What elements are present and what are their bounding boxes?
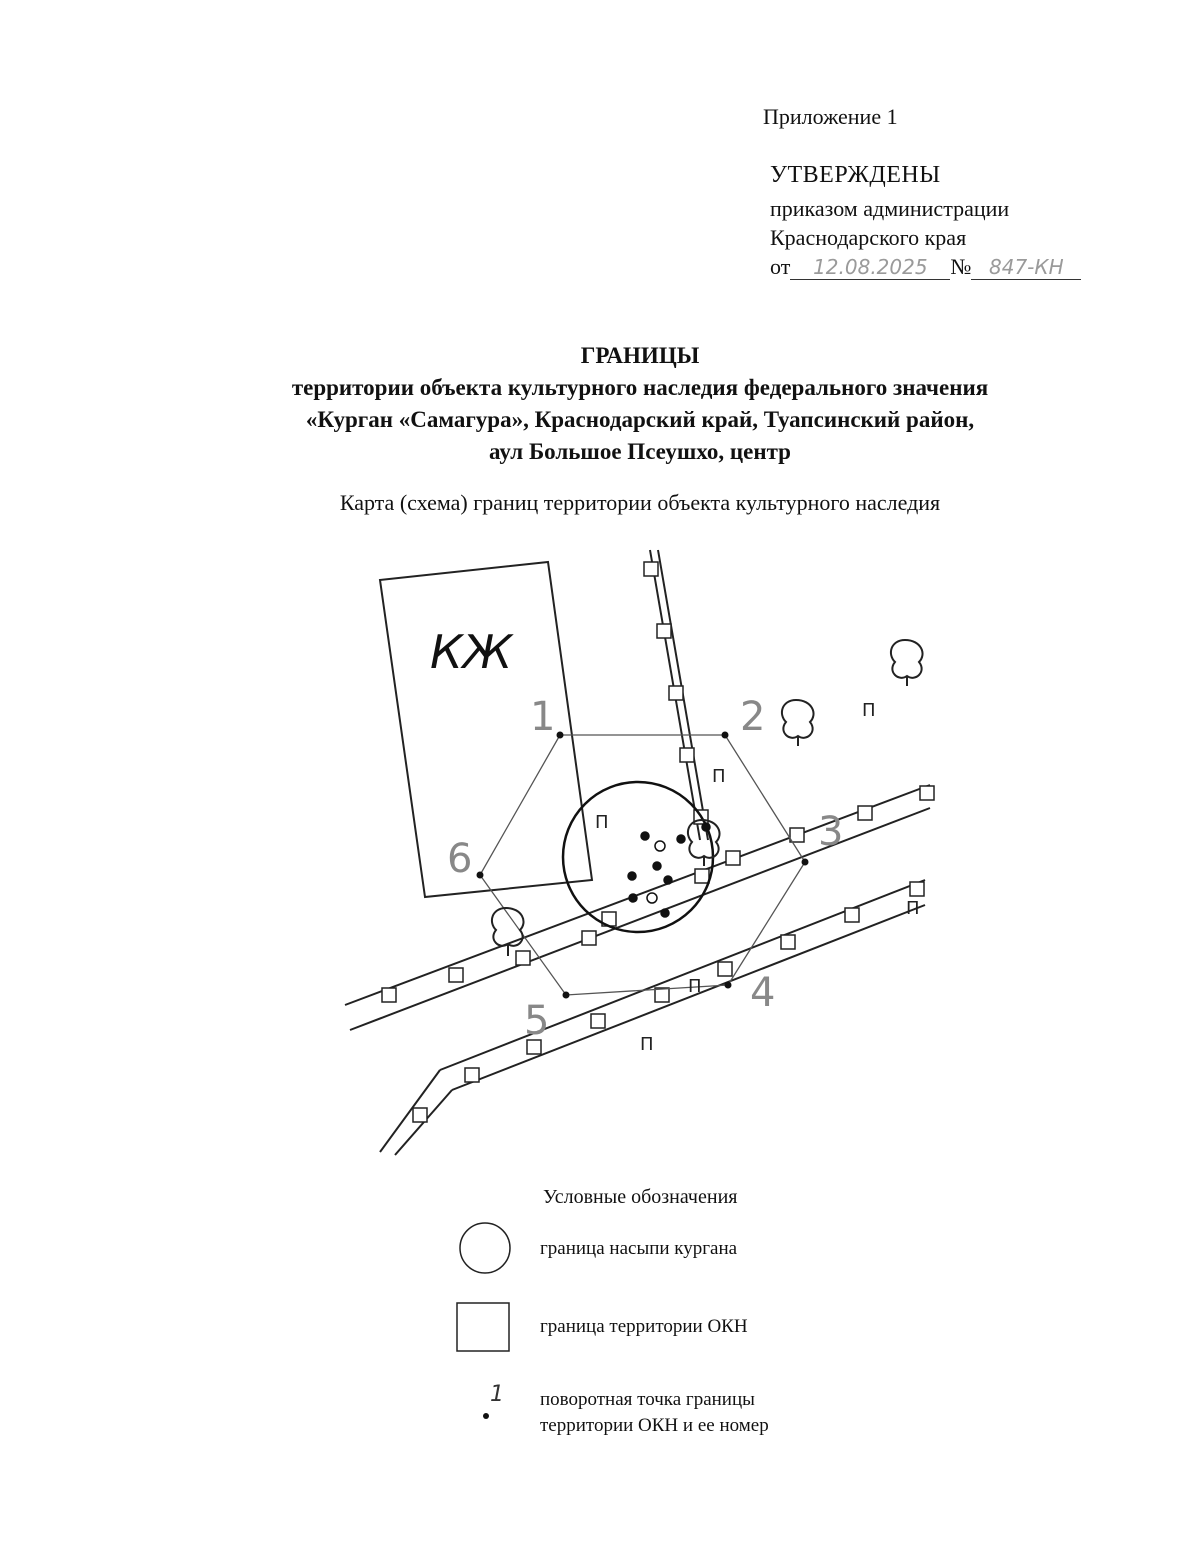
tree-icon xyxy=(891,640,923,686)
number-prefix: № xyxy=(950,254,972,279)
legend-title: Условные обозначения xyxy=(543,1186,738,1208)
land-label: П xyxy=(688,976,702,997)
legend-item-point xyxy=(540,1387,769,1439)
land-label: П xyxy=(712,766,726,787)
boundary-point-number: 1 xyxy=(530,694,556,740)
building-kzh xyxy=(380,562,592,897)
mound-boundary-circle xyxy=(563,782,713,932)
legend-circle-symbol xyxy=(455,1220,515,1280)
land-label: П xyxy=(862,700,876,721)
boundary-point-number: 5 xyxy=(524,998,550,1044)
approved-by-line1: приказом администрации xyxy=(770,196,1010,221)
map-subtitle: Карта (схема) границ территории объекта культурного наследия xyxy=(339,490,941,515)
land-label: П xyxy=(906,898,920,919)
legend-point-symbol xyxy=(480,1410,492,1422)
date-prefix: от xyxy=(770,254,791,279)
tree-icon xyxy=(782,700,814,746)
legend-square-symbol xyxy=(455,1300,515,1356)
title-line-1: ГРАНИЦЫ xyxy=(580,343,700,368)
title-line-3: «Курган «Самагура», Краснодарский край, Туапсинский район, xyxy=(305,407,975,432)
road-lower xyxy=(380,880,925,1155)
title-line-2: территории объекта культурного наследия федерального значения xyxy=(291,375,989,400)
boundary-point-number: 4 xyxy=(750,970,776,1016)
boundary-point-number: 6 xyxy=(447,836,473,882)
building-label: КЖ xyxy=(430,625,513,679)
legend-point-number: 1 xyxy=(490,1382,504,1407)
land-label: П xyxy=(640,1034,654,1055)
boundary-point-number: 2 xyxy=(740,694,766,740)
handwritten-date: 12.08.2025 xyxy=(790,255,950,280)
approved-by-line2: Краснодарского края xyxy=(770,225,967,250)
legend-item-mound: граница насыпи кургана xyxy=(540,1238,738,1259)
boundary-point-number: 3 xyxy=(818,809,844,855)
legend-item-point-line1: поворотная точка границы xyxy=(540,1389,755,1410)
legend-item-point-line2: территории ОКН и ее номер xyxy=(540,1415,769,1436)
title-line-4: аул Большое Псеушхо, центр xyxy=(489,439,791,464)
legend-item-territory: граница территории ОКН xyxy=(540,1316,748,1337)
handwritten-number: 847-КН xyxy=(971,255,1081,280)
appendix-label: Приложение 1 xyxy=(763,104,898,129)
land-label: П xyxy=(595,812,609,833)
approved-heading: УТВЕРЖДЕНЫ xyxy=(770,162,941,188)
